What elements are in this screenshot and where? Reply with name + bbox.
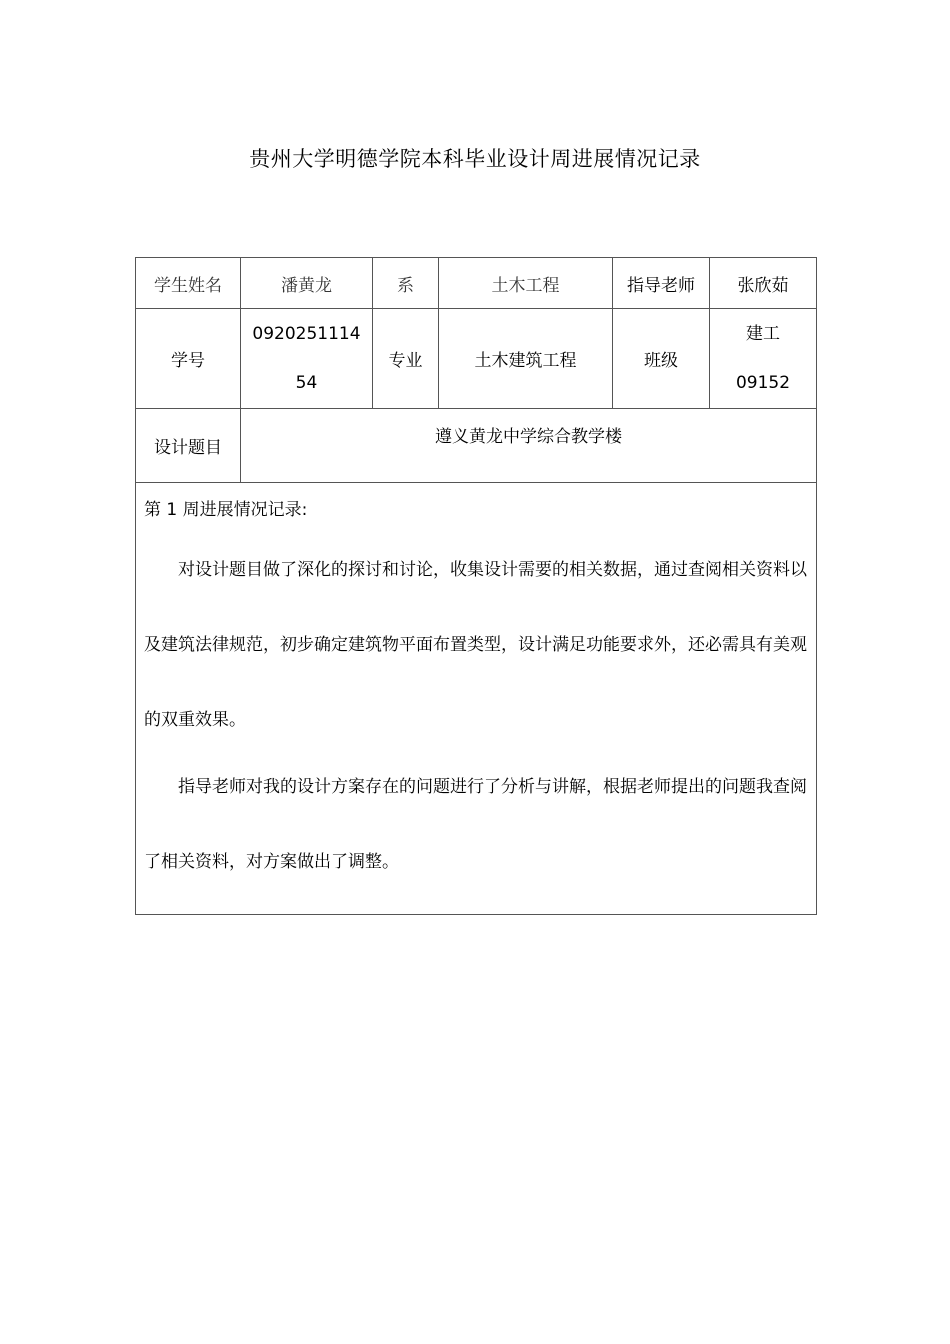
advisor-label: 指导老师	[613, 258, 710, 309]
record-paragraph-1: 对设计题目做了深化的探讨和讨论，收集设计需要的相关数据，通过查阅相关资料以及建筑法律规范，初步确定建筑物平面布置类型，设计满足功能要求外，还必需具有美观的双重效果。	[144, 560, 807, 730]
advisor-value: 张欣茹	[710, 258, 817, 309]
design-topic-row	[136, 409, 817, 483]
department-label: 系	[373, 258, 439, 309]
student-id-row	[136, 309, 817, 409]
student-name-label: 学生姓名	[136, 258, 241, 309]
record-paragraph-2: 指导老师对我的设计方案存在的问题进行了分析与讲解，根据老师提出的问题我查阅了相关资料，对方案做出了调整。	[144, 777, 807, 872]
page-title: 贵州大学明德学院本科毕业设计周进展情况记录	[249, 147, 701, 171]
design-topic-value: 遵义黄龙中学综合教学楼	[241, 409, 817, 483]
progress-record-table	[135, 257, 817, 915]
weekly-record-heading: 第 1 周进展情况记录:	[144, 500, 308, 520]
major-label: 专业	[373, 309, 439, 409]
student-info-row	[136, 258, 817, 309]
department-value: 土木工程	[439, 258, 613, 309]
student-id-line2: 54	[295, 372, 318, 393]
weekly-record-row	[136, 483, 817, 915]
student-id-value	[241, 309, 373, 409]
weekly-record-cell	[136, 483, 817, 915]
class-value	[710, 309, 817, 409]
class-line2: 09152	[735, 372, 791, 393]
class-line1: 建工	[746, 323, 780, 344]
student-name-value: 潘黄龙	[241, 258, 373, 309]
student-id-label: 学号	[136, 309, 241, 409]
student-id-line1: 0920251114	[252, 323, 361, 344]
design-topic-label: 设计题目	[136, 409, 241, 483]
class-label: 班级	[613, 309, 710, 409]
major-value: 土木建筑工程	[439, 309, 613, 409]
